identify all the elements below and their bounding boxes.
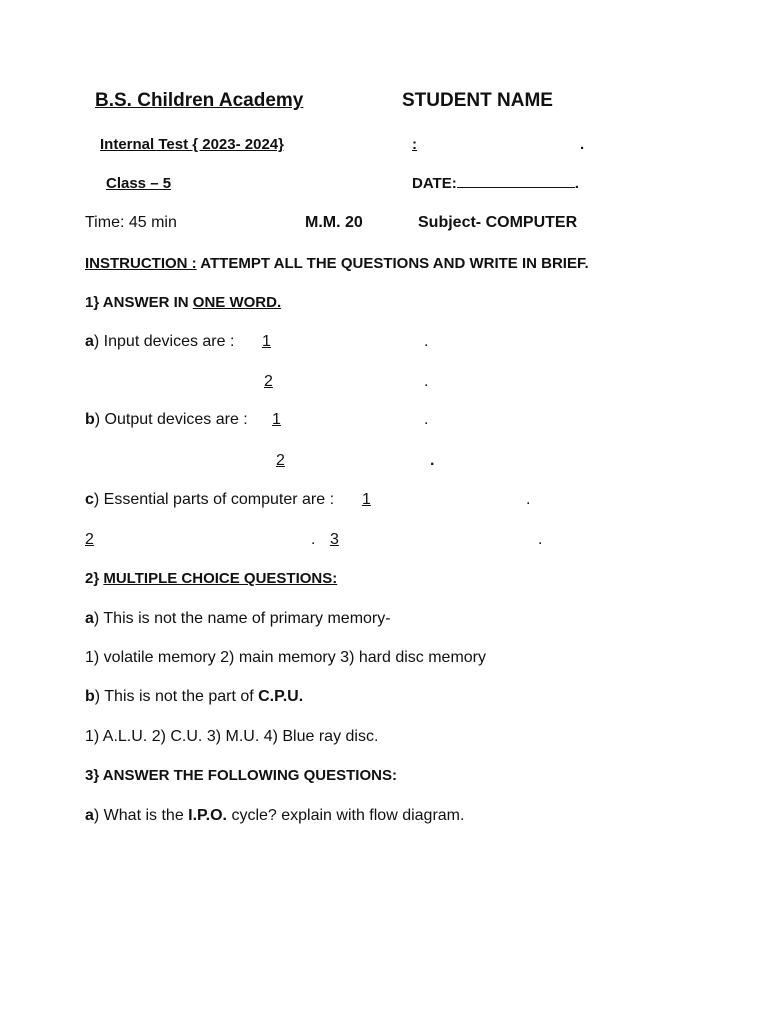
instruction-label: INSTRUCTION : [85,255,197,272]
test-label: Internal Test { 2023- 2024} [100,136,284,153]
question-2a: a) This is not the name of primary memory- [85,610,391,627]
date-blank[interactable] [457,186,575,188]
school-name: B.S. Children Academy [95,90,304,111]
section-2-heading: 2} MULTIPLE CHOICE QUESTIONS: [85,570,338,587]
section-3-heading: 3} ANSWER THE FOLLOWING QUESTIONS: [85,767,397,784]
student-name-label: STUDENT NAME [402,90,553,111]
answer-1b-2[interactable]: 2 . [276,452,435,469]
question-1a: a) Input devices are : [85,333,235,350]
class-label: Class – 5 [106,175,172,192]
date-field[interactable]: DATE: . [412,175,579,192]
name-colon: : [412,136,417,153]
time-label: Time: 45 min [85,214,177,231]
date-label: DATE: [412,175,457,192]
question-2a-options: 1) volatile memory 2) main memory 3) hard disc memory [85,649,486,666]
answer-1c-1[interactable]: 1 . [362,491,531,508]
subject-label: Subject- COMPUTER [418,214,578,231]
answer-1a-2[interactable]: 2 . [264,373,429,390]
answer-1c-2[interactable]: 2 . [85,531,316,548]
section-1-heading: 1} ANSWER IN ONE WORD. [85,294,282,311]
instruction-line [85,255,589,272]
section-1-title: ONE WORD. [192,294,282,311]
question-2b: b) This is not the part of C.P.U. [85,688,304,705]
answer-1b-1[interactable]: 1 . [272,411,429,428]
section-2-title: MULTIPLE CHOICE QUESTIONS: [103,570,338,587]
instruction-text: ATTEMPT ALL THE QUESTIONS AND WRITE IN BRIEF. [196,255,589,272]
question-2b-options: 1) A.L.U. 2) C.U. 3) M.U. 4) Blue ray disc. [85,728,379,745]
answer-1c-3[interactable]: 3 . [330,531,543,548]
max-marks: M.M. 20 [305,214,363,231]
question-3a: a) What is the I.P.O. cycle? explain with flow diagram. [85,807,465,824]
question-1b: b) Output devices are : [85,411,248,428]
question-1c: c) Essential parts of computer are : [85,491,335,508]
student-name-field[interactable]: : . [398,136,584,153]
answer-1a-1[interactable]: 1 . [262,333,429,350]
